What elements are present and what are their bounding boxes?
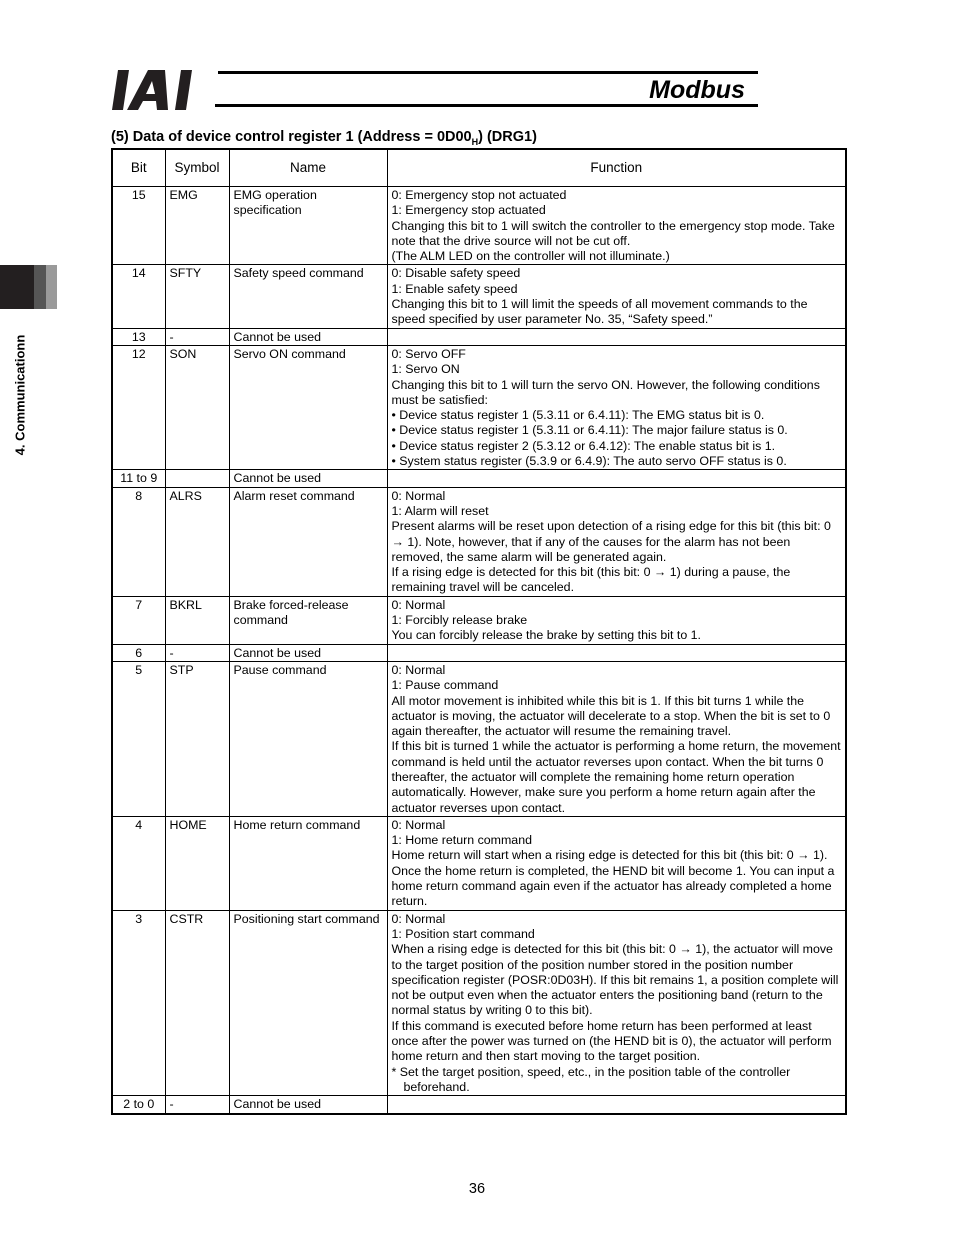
header-symbol: Symbol [165,149,229,187]
register-table [111,148,847,1115]
cell-bit: 15 [112,187,165,265]
table-row [112,328,846,345]
function-line: If a rising edge is detected for this bit (this bit: 0 → 1) during a pause, the remaining travel will be canceled. [391,565,791,595]
cell-name: Home return command [229,816,387,910]
condition-text: Device status register 2 (5.3.12 or 6.4.12): The enable status bit is 1. [399,438,776,453]
cell-bit: 14 [112,265,165,328]
header-bit: Bit [112,149,165,187]
bullet-icon: • [391,454,400,469]
cell-name: Positioning start command [229,910,387,1096]
table-row [112,187,846,265]
function-line: 0: Normal [391,911,446,926]
cell-bit: 4 [112,816,165,910]
function-note: * Set the target position, speed, etc., in the position table of the controller beforehand. [391,1064,791,1094]
cell-symbol: SON [165,345,229,469]
table-row [112,816,846,910]
cell-function [387,1096,846,1114]
header-name: Name [229,149,387,187]
cell-name: Servo ON command [229,345,387,469]
cell-function [387,345,846,469]
chapter-tab-shade [34,265,46,309]
header-rule-bottom [215,104,758,107]
table-row [112,345,846,469]
cell-symbol: SFTY [165,265,229,328]
cell-symbol: - [165,1096,229,1114]
table-row [112,661,846,816]
table-header-row [112,149,846,187]
cell-name: Alarm reset command [229,487,387,596]
function-line: Changing this bit to 1 will switch the controller to the emergency stop mode. Take note that the drive source will not be cut off. [391,218,835,248]
cell-function [387,644,846,661]
table-row [112,910,846,1096]
table-row [112,596,846,644]
cell-name: Cannot be used [229,470,387,487]
cell-name: Brake forced-release command [229,596,387,644]
condition-text: Device status register 1 (5.3.11 or 6.4.11): The EMG status bit is 0. [399,408,765,423]
bullet-icon: • [391,408,400,423]
cell-name: Cannot be used [229,644,387,661]
cell-symbol [165,470,229,487]
cell-name: Safety speed command [229,265,387,328]
chapter-tab-marker [0,265,34,309]
function-line: If this bit is turned 1 while the actuator is performing a home return, the movement command is held until the actuator reverses upon contact. When the bit turns 0 thereafter, the actuator will complete the remaining home return operation automatically. However, make sure you perform a home return again after the actuator reverses upon contact. [391,739,841,815]
cell-function [387,265,846,328]
cell-function [387,187,846,265]
condition-text: System status register (5.3.9 or 6.4.9): The auto servo OFF status is 0. [399,454,787,469]
cell-function [387,816,846,910]
function-line: 0: Disable safety speed [391,266,521,281]
cell-name: EMG operation specification [229,187,387,265]
header-rule-top [218,71,758,74]
cell-symbol: - [165,328,229,345]
chapter-tab-shade-light [46,265,57,309]
page-number: 36 [468,1181,486,1197]
cell-function [387,487,846,596]
condition-text: Device status register 1 (5.3.11 or 6.4.11): The major failure status is 0. [399,423,788,438]
function-line: 0: Servo OFF [391,346,466,361]
cell-function [387,470,846,487]
function-line: 1: Emergency stop actuated [391,203,546,218]
function-line: You can forcibly release the brake by setting this bit to 1. [391,628,701,643]
bullet-icon: • [391,438,400,453]
cell-bit: 6 [112,644,165,661]
table-row [112,265,846,328]
table-row [112,1096,846,1114]
function-line: 1: Enable safety speed [391,281,518,296]
cell-bit: 3 [112,910,165,1096]
chapter-side-label: 4. Communicationn [12,334,28,456]
function-line: 0: Emergency stop not actuated [391,188,567,202]
function-line: Present alarms will be reset upon detection of a rising edge for this bit (this bit: 0 → 1). Note, however, that if any of the causes for the alarm has not been removed, the same alarm will be generated again. [391,519,831,564]
function-line: Changing this bit to 1 will limit the speeds of all movement commands to the speed specified by user parameter No. 35, “Safety speed.” [391,297,808,327]
cell-symbol: STP [165,661,229,816]
header-function: Function [387,149,846,187]
bullet-icon: • [391,423,400,438]
iai-logo [112,70,212,110]
table-row [112,644,846,661]
function-line: 1: Home return command [391,833,532,848]
cell-name: Cannot be used [229,328,387,345]
cell-symbol: EMG [165,187,229,265]
function-line: (The ALM LED on the controller will not illuminate.) [391,249,670,264]
cell-bit: 2 to 0 [112,1096,165,1114]
function-line: 1: Forcibly release brake [391,613,528,628]
function-line: Home return will start when a rising edge is detected for this bit (this bit: 0 → 1). Once the home return is completed, the HEND bit will become 1. You can input a home return command again even if the actuator has already completed a home return. [391,848,835,909]
cell-bit: 12 [112,345,165,469]
cell-bit: 5 [112,661,165,816]
function-line: If this command is executed before home return has been performed at least once after the power was turned on (the HEND bit is 0), the actuator will perform home return and then start moving to the target position. [391,1018,832,1064]
cell-name: Pause command [229,661,387,816]
function-line: 1: Servo ON [391,362,460,377]
table-body [112,187,846,1114]
cell-symbol: BKRL [165,596,229,644]
cell-bit: 8 [112,487,165,596]
function-line: 1: Position start command [391,926,535,941]
cell-function [387,910,846,1096]
header-brand-title: Modbus [649,76,745,104]
condition-bullet [392,423,842,438]
function-line: 1: Alarm will reset [391,503,489,518]
cell-symbol: ALRS [165,487,229,596]
cell-symbol: CSTR [165,910,229,1096]
function-line: All motor movement is inhibited while this bit is 1. If this bit turns 1 while the actuator is moving, the actuator will decelerate to a stop. When the bit is set to 0 again thereafter, the actuator will resume the remaining travel. [391,693,831,739]
condition-bullet [392,439,842,454]
table-row [112,487,846,596]
section-title: (5) Data of device control register 1 (Address = $0D00_H$) (DRG1) [111,129,537,147]
function-line: Changing this bit to 1 will turn the servo ON. However, the following conditions must be satisfied: [391,377,820,407]
condition-bullet [392,408,842,423]
cell-function [387,661,846,816]
cell-function [387,328,846,345]
cell-bit: 13 [112,328,165,345]
table-row [112,470,846,487]
function-line: 0: Normal [391,817,446,832]
cell-symbol: - [165,644,229,661]
cell-bit: 7 [112,596,165,644]
cell-function [387,596,846,644]
function-line: 1: Pause command [391,678,499,693]
cell-symbol: HOME [165,816,229,910]
function-line: 0: Normal [391,488,446,503]
condition-bullet [392,454,842,469]
function-line: 0: Normal [391,662,446,677]
function-line: 0: Normal [391,597,446,612]
cell-name: Cannot be used [229,1096,387,1114]
cell-bit: 11 to 9 [112,470,165,487]
function-line: When a rising edge is detected for this bit (this bit: 0 → 1), the actuator will move to the target position of the position number stored in the position number specification register (POSR:0D03H). If this bit remains 1, a position complete will not be output even when the actuator enters the positioning band (return to the normal status by writing 0 to this bit). [391,942,839,1018]
